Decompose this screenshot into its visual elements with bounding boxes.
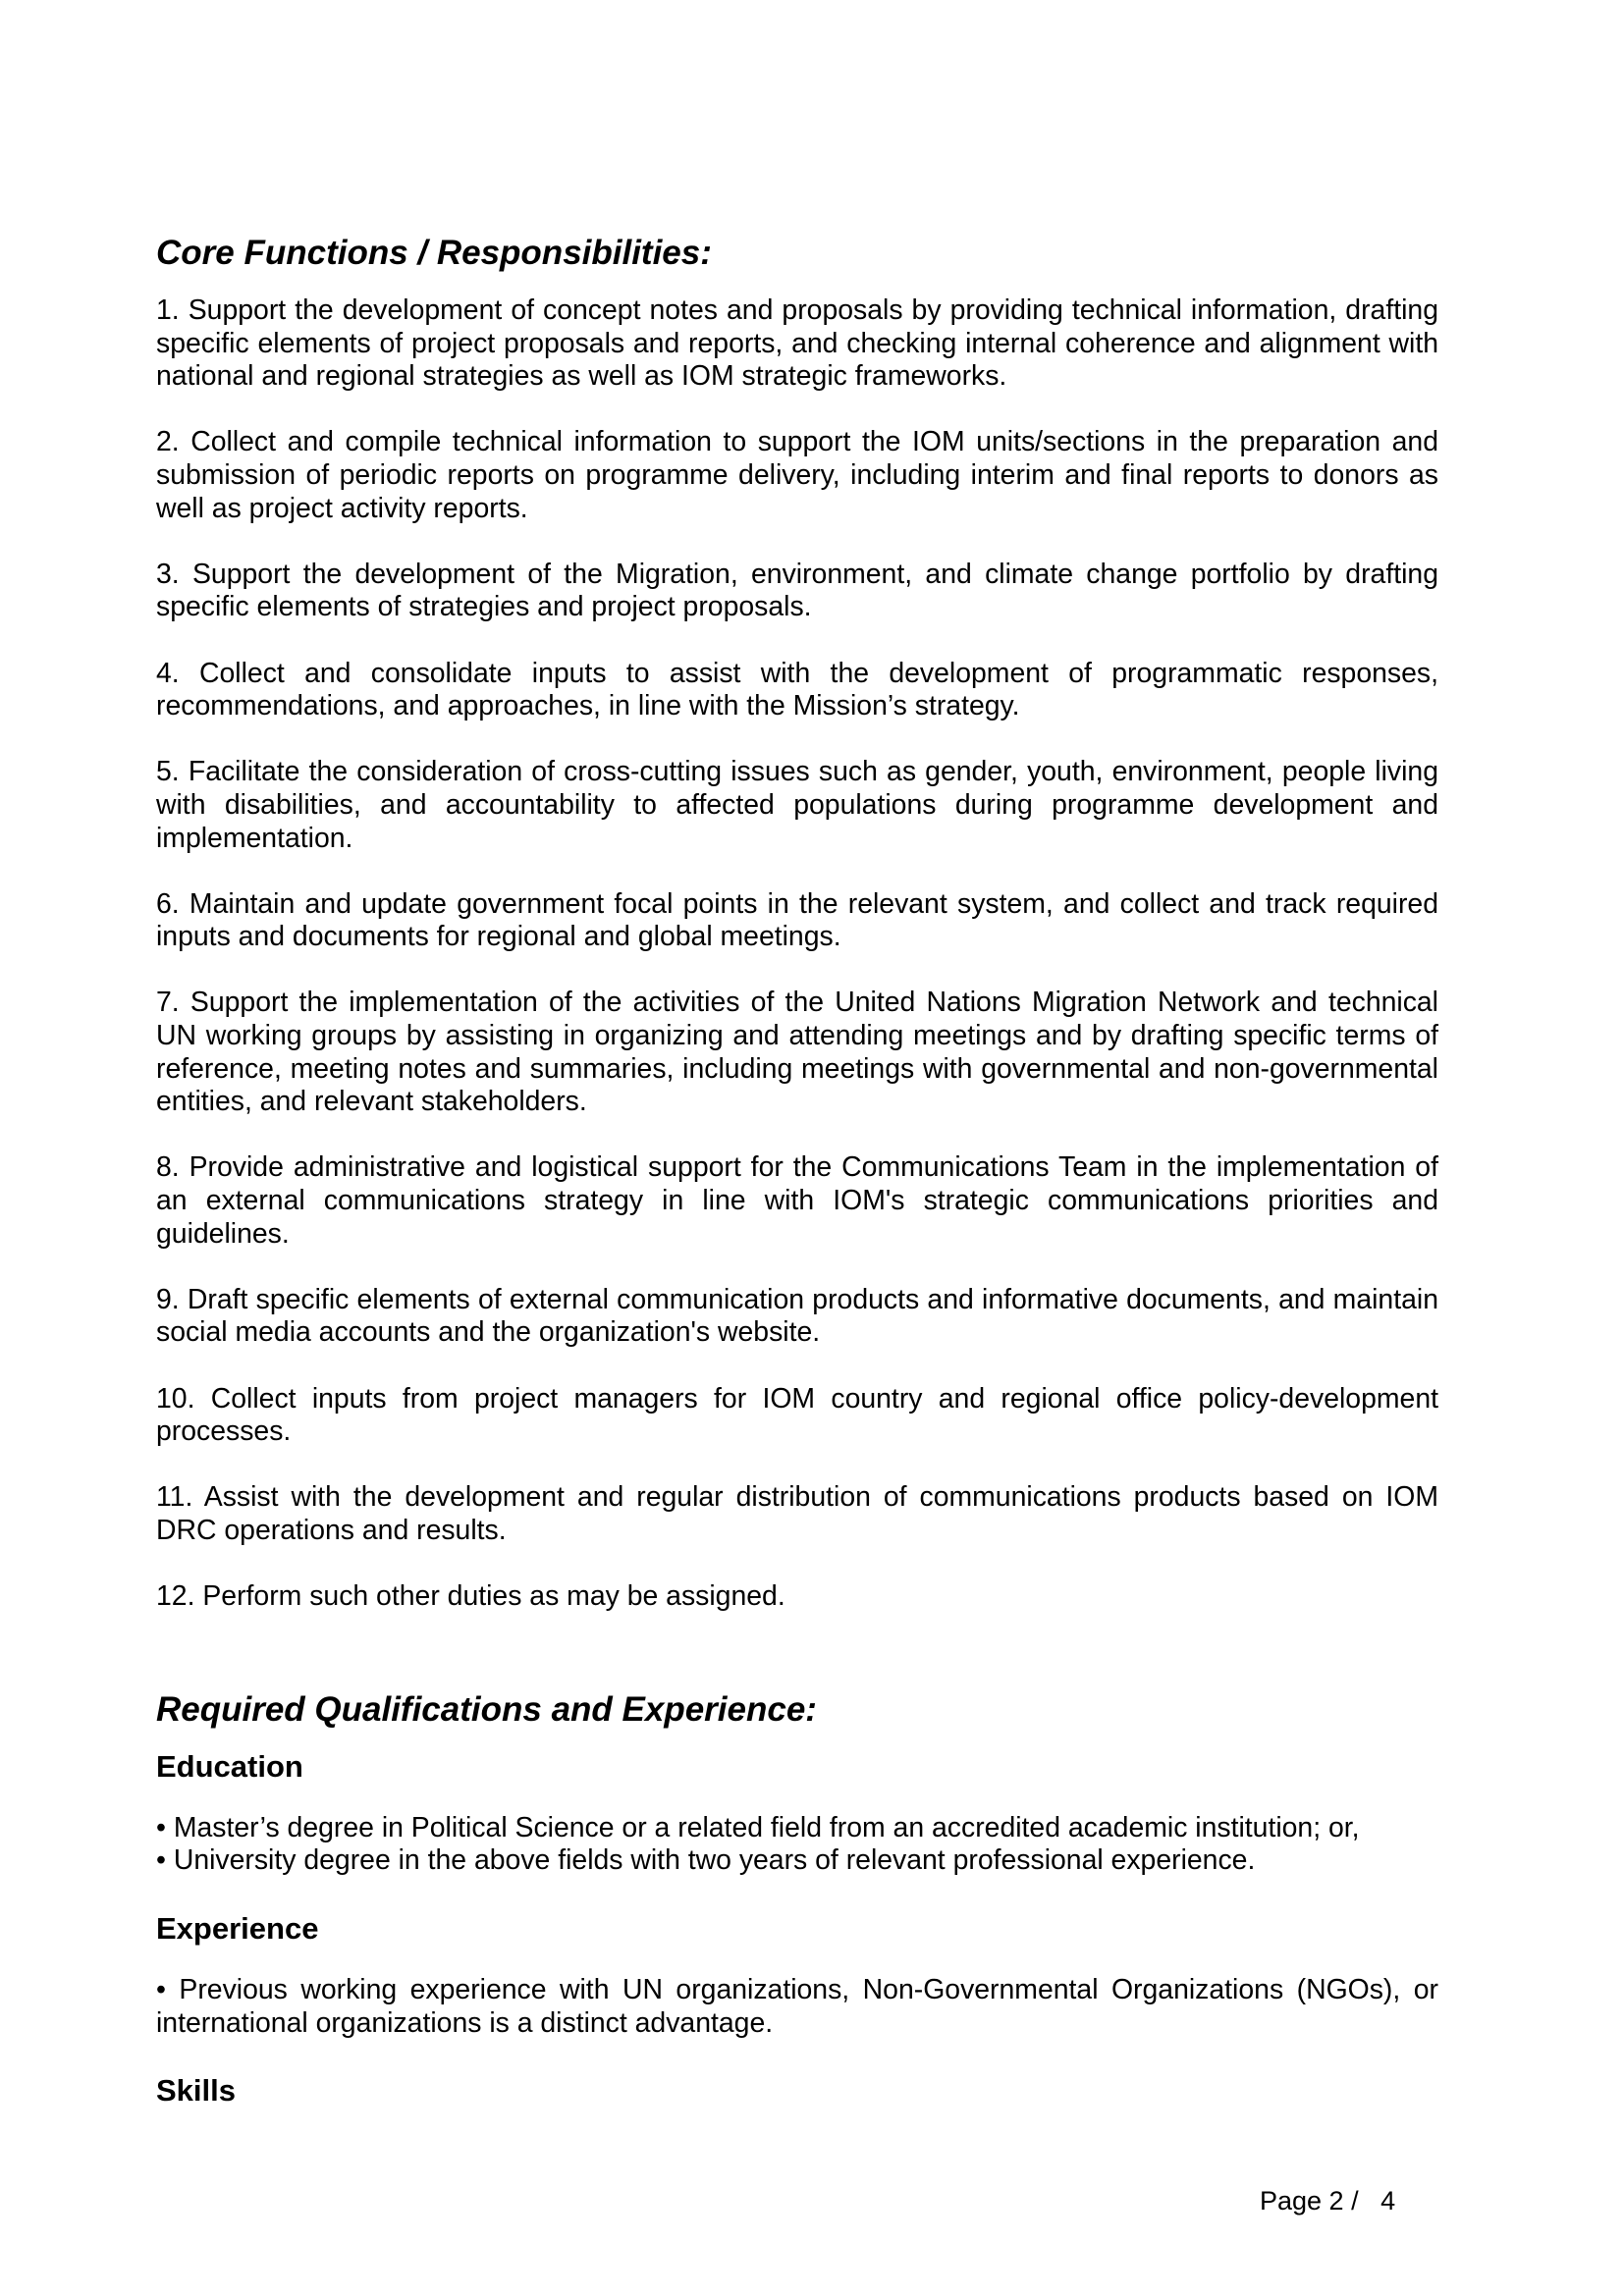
responsibility-item-6: 6. Maintain and update government focal points in the relevant system, and collect and track required inputs and documents for regional and global meetings. xyxy=(156,887,1438,953)
document-body xyxy=(156,234,1438,2136)
responsibility-item-5: 5. Facilitate the consideration of cross-cutting issues such as gender, youth, environment, people living with disabilities, and accountability to affected populations during programme development and implementation. xyxy=(156,756,1438,854)
responsibility-item-7: 7. Support the implementation of the activities of the United Nations Migration Network and technical UN working groups by assisting in organizing and attending meetings and by drafting specific terms of reference, meeting notes and summaries, including meetings with governmental and non-governmental entities, and relevant stakeholders. xyxy=(156,987,1438,1118)
experience-heading: Experience xyxy=(156,1910,319,1946)
experience-list xyxy=(156,1974,1438,2040)
education-heading: Education xyxy=(156,1748,303,1784)
education-item-2: • University degree in the above fields with two years of relevant professional experience. xyxy=(156,1844,1256,1877)
responsibility-item-4: 4. Collect and consolidate inputs to assist with the development of programmatic responses, recommendations, and approaches, in line with the Mission’s strategy. xyxy=(156,657,1438,722)
responsibility-item-8: 8. Provide administrative and logistical support for the Communications Team in the implementation of an external communications strategy in line with IOM's strategic communications priorities and guidelines. xyxy=(156,1151,1438,1250)
skills-heading: Skills xyxy=(156,2073,236,2109)
responsibility-item-2: 2. Collect and compile technical information to support the IOM units/sections in the preparation and submission of periodic reports on programme delivery, including interim and final reports to donors as well as project activity reports. xyxy=(156,426,1438,524)
responsibility-item-10: 10. Collect inputs from project managers for IOM country and regional office policy-development processes. xyxy=(156,1382,1438,1448)
responsibility-item-3: 3. Support the development of the Migration, environment, and climate change portfolio by drafting specific elements of strategies and project proposals. xyxy=(156,558,1438,623)
responsibility-item-1: 1. Support the development of concept notes and proposals by providing technical information, drafting specific elements of project proposals and reports, and checking internal coherence and alignment with national and regional strategies as well as IOM strategic frameworks. xyxy=(156,294,1438,393)
education-list xyxy=(156,1812,1438,1878)
education-item-1: • Master’s degree in Political Science or a related field from an accredited academic institution; or, xyxy=(156,1811,1360,1843)
responsibility-item-9: 9. Draft specific elements of external communication products and informative documents, and maintain social media accounts and the organization's website. xyxy=(156,1283,1438,1349)
experience-item-1: • Previous working experience with UN organizations, Non-Governmental Organizations (NGOs), or international organizations is a distinct advantage. xyxy=(156,1973,1438,2039)
qualifications-heading: Required Qualifications and Experience: xyxy=(156,1689,817,1729)
page-number: Page 2 / 4 xyxy=(1260,2186,1396,2216)
core-functions-heading: Core Functions / Responsibilities: xyxy=(156,234,712,272)
responsibility-item-11: 11. Assist with the development and regular distribution of communications products based on IOM DRC operations and results. xyxy=(156,1481,1438,1546)
responsibility-item-12: 12. Perform such other duties as may be assigned. xyxy=(156,1580,785,1613)
